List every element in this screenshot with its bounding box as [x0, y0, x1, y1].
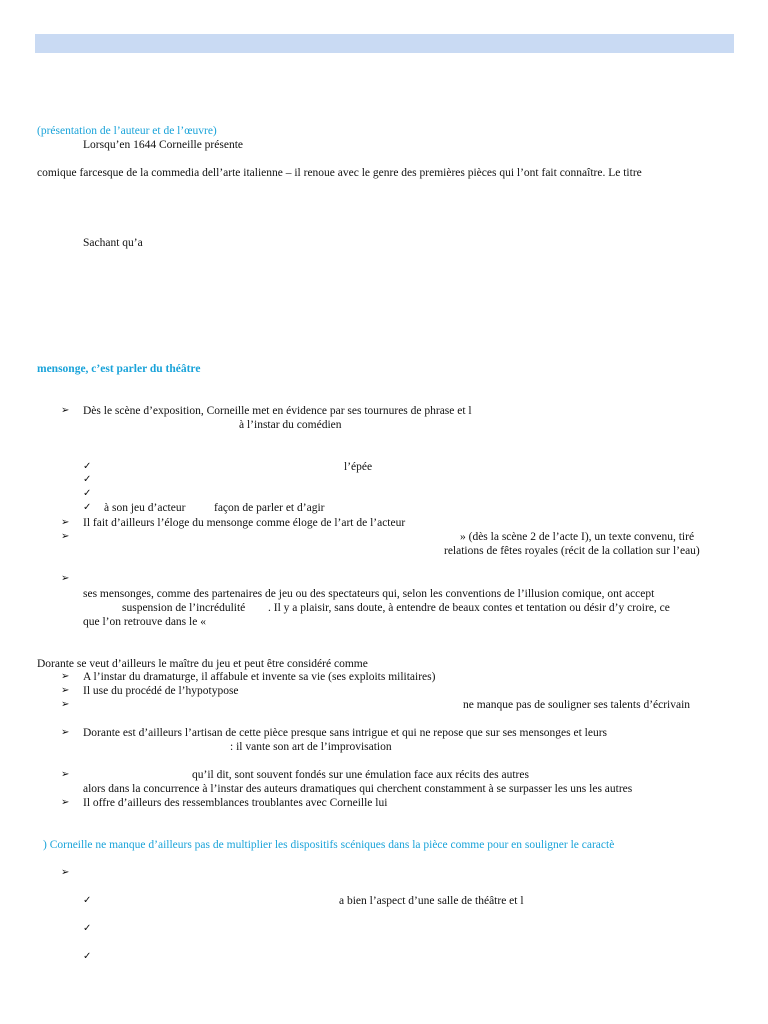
arrow-bullet-icon: ➢: [61, 867, 70, 878]
bullet-scene2: » (dès la scène 2 de l’acte I), un texte convenu, tiré: [460, 531, 695, 543]
check-item-jeu-acteur: à son jeu d’acteur: [104, 502, 186, 514]
arrow-bullet-icon: ➢: [61, 517, 70, 528]
header-banner: [35, 34, 734, 53]
check-bullet-icon: ✓: [83, 923, 92, 934]
bullet-mensonges-l1: ses mensonges, comme des partenaires de jeu ou des spectateurs qui, selon les conventions de l’illusion comique, ont accept: [83, 588, 655, 600]
arrow-bullet-icon: ➢: [61, 573, 70, 584]
check-item-salle: a bien l’aspect d’une salle de théâtre et l: [339, 895, 524, 907]
arrow-bullet-icon: ➢: [61, 699, 70, 710]
arrow-bullet-icon: ➢: [61, 769, 70, 780]
bullet-mensonges-l3: que l’on retrouve dans le «: [83, 616, 206, 628]
bullet-emulation-cont: alors dans la concurrence à l’instar des auteurs dramatiques qui cherchent constamment à se surpasser les uns les autres: [83, 783, 633, 795]
check-item-facon: façon de parler et d’agir: [214, 502, 325, 514]
bullet-artisan-cont: : il vante son art de l’improvisation: [230, 741, 392, 753]
paragraph-lorsqu: Lorsqu’en 1644 Corneille présente: [83, 139, 243, 151]
check-bullet-icon: ✓: [83, 488, 92, 499]
bullet-dramaturge: A l’instar du dramaturge, il affabule et invente sa vie (ses exploits militaires): [83, 671, 436, 683]
check-bullet-icon: ✓: [83, 951, 92, 962]
arrow-bullet-icon: ➢: [61, 727, 70, 738]
bullet-scene2-cont: relations de fêtes royales (récit de la collation sur l’eau): [444, 545, 700, 557]
check-bullet-icon: ✓: [83, 502, 92, 513]
arrow-bullet-icon: ➢: [61, 671, 70, 682]
bullet-talents: ne manque pas de souligner ses talents d’écrivain: [463, 699, 691, 711]
section-heading-dispositifs: ) Corneille ne manque d’ailleurs pas de multiplier les dispositifs scéniques dans la pièce comme pour en souligner le caractè: [43, 839, 615, 851]
bullet-exposition: Dès le scène d’exposition, Corneille met en évidence par ses tournures de phrase et l: [83, 405, 472, 417]
arrow-bullet-icon: ➢: [61, 405, 70, 416]
arrow-bullet-icon: ➢: [61, 685, 70, 696]
bullet-hypotypose: Il use du procédé de l’hypotypose: [83, 685, 239, 697]
bullet-artisan: Dorante est d’ailleurs l’artisan de cette pièce presque sans intrigue et qui ne repose que sur ses mensonges et leurs: [83, 727, 608, 739]
check-bullet-icon: ✓: [83, 461, 92, 472]
paragraph-dorante: Dorante se veut d’ailleurs le maître du jeu et peut être considéré comme: [37, 658, 368, 670]
arrow-bullet-icon: ➢: [61, 797, 70, 808]
check-item-epee: l’épée: [344, 461, 373, 473]
bullet-mensonges-l2b: . Il y a plaisir, sans doute, à entendre de beaux contes et tentation ou désir d’y croire, ce: [268, 602, 670, 614]
bullet-emulation: qu’il dit, sont souvent fondés sur une émulation face aux récits des autres: [192, 769, 529, 781]
paragraph-comique: comique farcesque de la commedia dell’arte italienne – il renoue avec le genre des premières pièces qui l’ont fait connaître. Le titre: [37, 167, 642, 179]
bullet-ressemblances: Il offre d’ailleurs des ressemblances troublantes avec Corneille lui: [83, 797, 388, 809]
arrow-bullet-icon: ➢: [61, 531, 70, 542]
bullet-eloge: Il fait d’ailleurs l’éloge du mensonge comme éloge de l’art de l’acteur: [83, 517, 406, 529]
check-bullet-icon: ✓: [83, 474, 92, 485]
section-heading-mensonge: mensonge, c’est parler du théâtre: [37, 363, 201, 375]
section-heading-presentation: (présentation de l’auteur et de l’œuvre): [37, 125, 217, 137]
paragraph-sachant: Sachant qu’a: [83, 237, 143, 249]
bullet-mensonges-l2: suspension de l’incrédulité: [122, 602, 246, 614]
bullet-exposition-cont: à l’instar du comédien: [239, 419, 342, 431]
check-bullet-icon: ✓: [83, 895, 92, 906]
